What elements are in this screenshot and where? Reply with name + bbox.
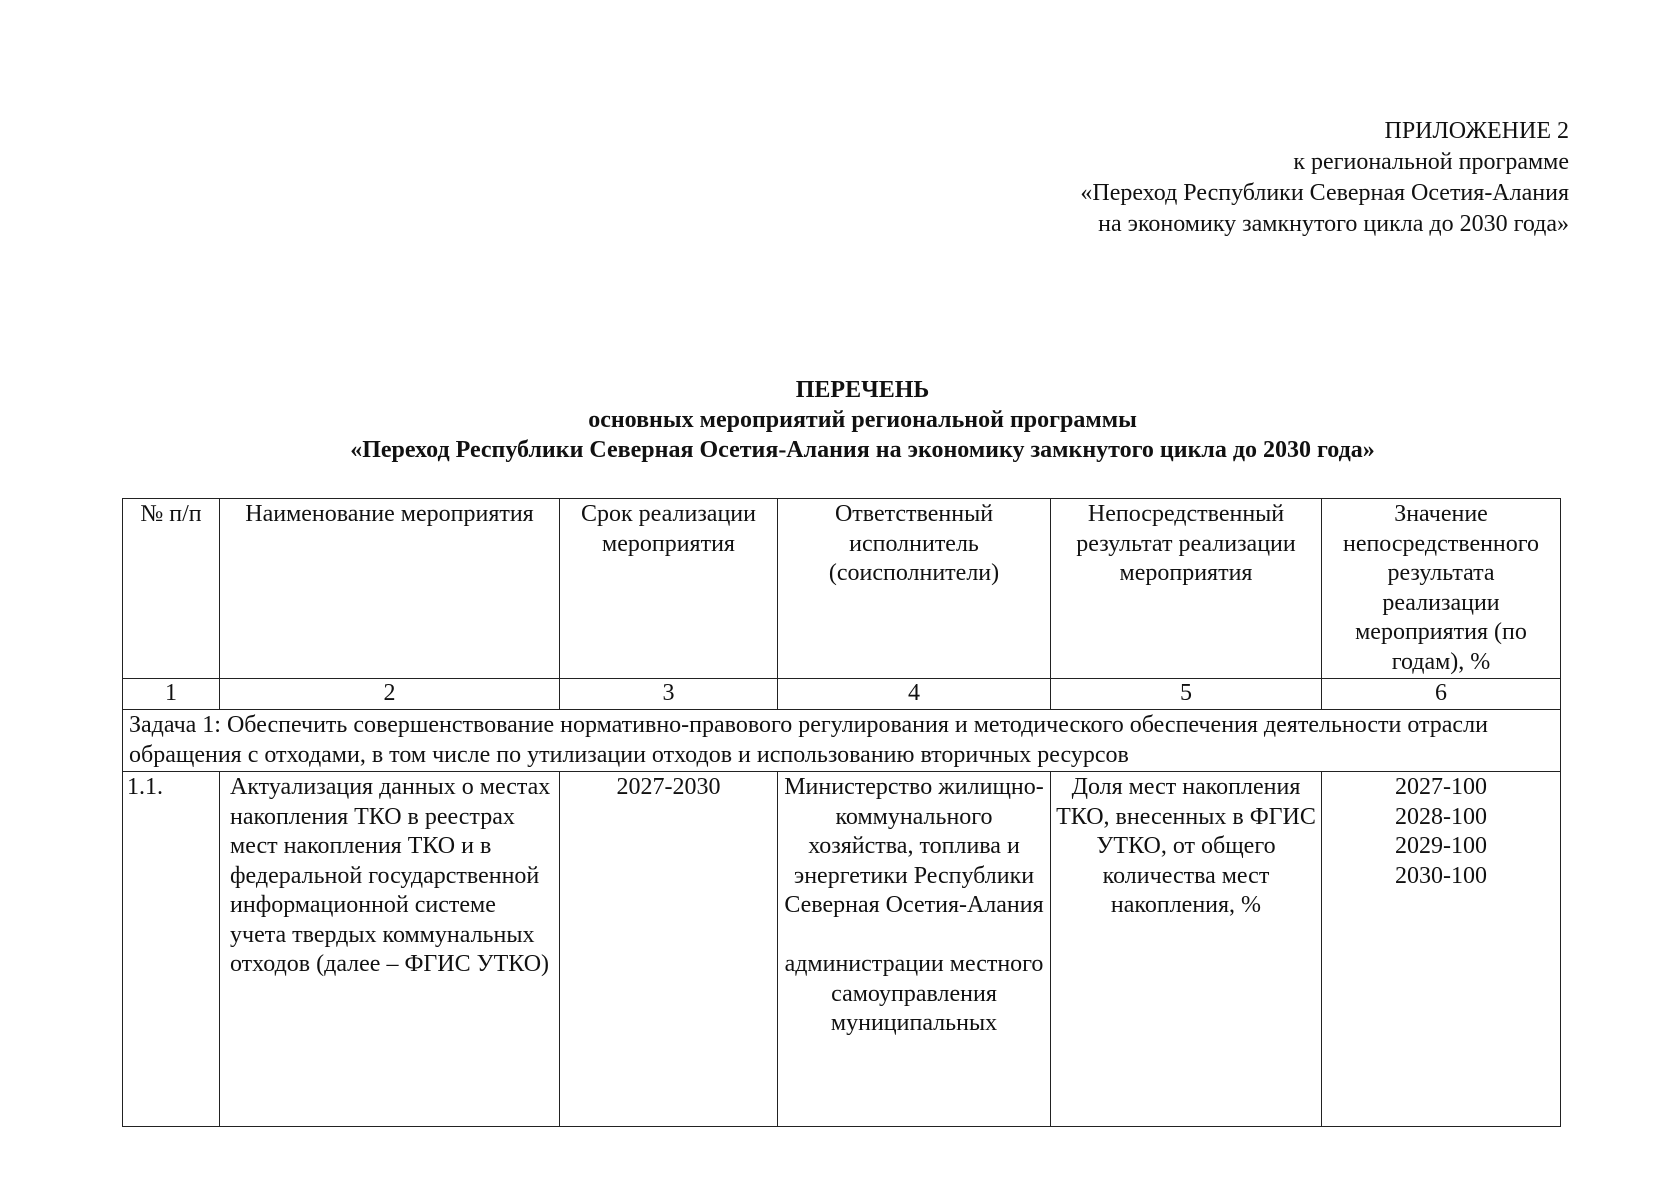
header-cell-name: Наименование мероприятия bbox=[220, 499, 560, 679]
year-value: 2028-100 bbox=[1395, 803, 1487, 830]
column-number-cell: 4 bbox=[778, 679, 1051, 710]
measures-table bbox=[122, 498, 1561, 1127]
row-number-cell: 1.1. bbox=[123, 772, 220, 1127]
row-values-cell bbox=[1322, 772, 1561, 1127]
column-number-cell: 6 bbox=[1322, 679, 1561, 710]
header-cell-period: Срок реализации мероприятия bbox=[560, 499, 778, 679]
appendix-line-3: «Переход Республики Северная Осетия-Алания bbox=[1080, 180, 1569, 206]
header-cell-number: № п/п bbox=[123, 499, 220, 679]
executor-co: администрации местного самоуправления муниципальных bbox=[784, 951, 1044, 1036]
appendix-line-1: ПРИЛОЖЕНИЕ 2 bbox=[1384, 118, 1569, 144]
appendix-line-4: на экономику замкнутого цикла до 2030 года» bbox=[1098, 211, 1569, 237]
header-cell-values: Значение непосредственного результата реализации мероприятия (по годам), % bbox=[1322, 499, 1561, 679]
row-name-cell: Актуализация данных о местах накопления ТКО в реестрах мест накопления ТКО и в федеральной государственной информационной системе учета твердых коммунальных отходов (далее – ФГИС УТКО) bbox=[220, 772, 560, 1127]
column-number-cell: 2 bbox=[220, 679, 560, 710]
year-value: 2027-100 bbox=[1395, 774, 1487, 800]
header-cell-executor: Ответственный исполнитель (соисполнители) bbox=[778, 499, 1051, 679]
year-value: 2030-100 bbox=[1395, 862, 1487, 889]
title-line-3: «Переход Республики Северная Осетия-Алания на экономику замкнутого цикла до 2030 года» bbox=[350, 437, 1375, 463]
row-executor-cell bbox=[778, 772, 1051, 1127]
executor-main: Министерство жилищно-коммунального хозяйства, топлива и энергетики Республики Северная Осетия-Алания bbox=[784, 774, 1044, 918]
column-number-row bbox=[123, 679, 1561, 710]
year-value: 2029-100 bbox=[1395, 833, 1487, 859]
task-cell: Задача 1: Обеспечить совершенствование нормативно-правового регулирования и методического обеспечения деятельности отрасли обращения с отходами, в том числе по утилизации отходов и использованию вторичных ресурсов bbox=[123, 710, 1561, 772]
column-number-cell: 1 bbox=[123, 679, 220, 710]
executor-gap bbox=[782, 921, 1046, 951]
column-number-cell: 5 bbox=[1051, 679, 1322, 710]
table-header-row bbox=[123, 499, 1561, 679]
appendix-header bbox=[1080, 116, 1569, 240]
title-line-1: ПЕРЕЧЕНЬ bbox=[795, 377, 930, 403]
table-row bbox=[123, 772, 1561, 1127]
document-title bbox=[120, 375, 1605, 465]
row-period-cell: 2027-2030 bbox=[560, 772, 778, 1127]
column-number-cell: 3 bbox=[560, 679, 778, 710]
appendix-line-2: к региональной программе bbox=[1293, 149, 1569, 175]
row-result-cell: Доля мест накопления ТКО, внесенных в ФГИС УТКО, от общего количества мест накопления, % bbox=[1051, 772, 1322, 1127]
task-row bbox=[123, 710, 1561, 772]
title-line-2: основных мероприятий региональной программы bbox=[588, 407, 1137, 433]
header-cell-result: Непосредственный результат реализации мероприятия bbox=[1051, 499, 1322, 679]
